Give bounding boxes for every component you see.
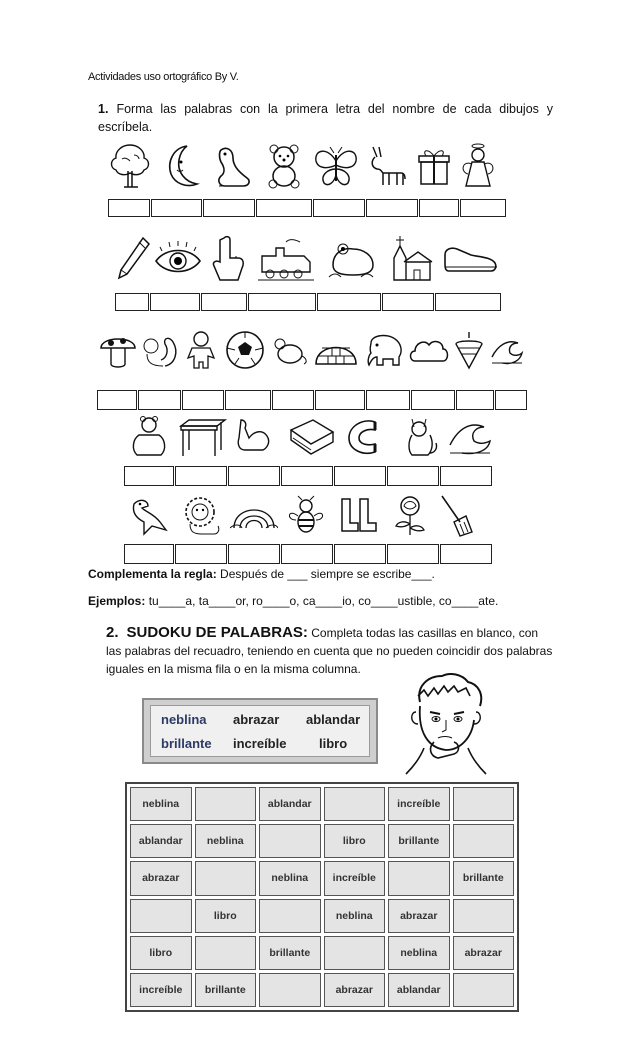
answer-box[interactable] — [419, 199, 459, 217]
picture-row-2 — [113, 232, 503, 286]
answer-box[interactable] — [201, 293, 247, 311]
gift-icon — [414, 140, 454, 192]
butterfly-icon — [310, 140, 362, 192]
sudoku-cell: neblina — [130, 787, 192, 821]
word-box-item: libro — [319, 736, 348, 751]
sudoku-cell[interactable] — [259, 973, 321, 1007]
thinking-boy-illustration — [398, 672, 498, 781]
answer-boxes-row-5 — [124, 544, 493, 564]
question-2 — [106, 624, 556, 678]
answer-box[interactable] — [317, 293, 381, 311]
magnet-icon — [340, 414, 396, 460]
sudoku-cell: ablandar — [259, 787, 321, 821]
question-1 — [98, 100, 553, 136]
rule-text: Después de ___ siempre se escribe___. — [220, 567, 435, 581]
sudoku-cell: brillante — [259, 936, 321, 970]
church-icon — [383, 232, 439, 286]
boots-icon — [332, 492, 384, 540]
rule-label: Complementa la regla: — [88, 567, 217, 581]
sudoku-cell: abrazar — [453, 936, 515, 970]
sudoku-cell[interactable] — [259, 824, 321, 858]
picture-row-3 — [98, 328, 528, 372]
page-header: Actividades uso ortográfico By V. — [88, 71, 239, 83]
answer-box[interactable] — [175, 466, 227, 486]
book-icon — [284, 414, 340, 460]
answer-box[interactable] — [272, 390, 314, 410]
word-box-item: ablandar — [306, 712, 361, 727]
examples-label: Ejemplos: — [88, 594, 146, 608]
word-box — [142, 698, 378, 764]
answer-box[interactable] — [456, 390, 494, 410]
sudoku-cell: increíble — [130, 973, 192, 1007]
moon-icon — [154, 140, 206, 192]
answer-box[interactable] — [108, 199, 150, 217]
answer-box[interactable] — [138, 390, 181, 410]
frog-icon — [319, 232, 383, 286]
sudoku-cell[interactable] — [324, 787, 386, 821]
answer-box[interactable] — [313, 199, 365, 217]
pencil-icon — [113, 232, 153, 286]
answer-box[interactable] — [124, 544, 174, 564]
soccer-ball-icon — [222, 328, 268, 372]
answer-boxes-row-3 — [97, 390, 528, 410]
picture-row-1 — [106, 140, 506, 192]
bear-icon — [124, 414, 174, 460]
mouse-icon — [268, 328, 310, 372]
answer-boxes-row-2 — [115, 293, 502, 311]
answer-box[interactable] — [387, 466, 439, 486]
sudoku-cell: libro — [195, 899, 257, 933]
finger-icon — [203, 232, 253, 286]
train-icon — [253, 232, 319, 286]
answer-box[interactable] — [225, 390, 271, 410]
bee-icon — [280, 492, 332, 540]
answer-box[interactable] — [495, 390, 527, 410]
eagle-icon — [124, 492, 176, 540]
cloud-icon — [406, 328, 450, 372]
answer-box[interactable] — [175, 544, 227, 564]
answer-box[interactable] — [115, 293, 149, 311]
answer-box[interactable] — [411, 390, 455, 410]
donkey-icon — [362, 140, 414, 192]
answer-box[interactable] — [151, 199, 202, 217]
sudoku-grid — [125, 782, 519, 1012]
sudoku-cell: brillante — [453, 861, 515, 895]
sudoku-cell[interactable] — [195, 861, 257, 895]
answer-box[interactable] — [124, 466, 174, 486]
mushroom-icon — [98, 328, 138, 372]
spinning-top-icon — [450, 328, 488, 372]
seal-icon — [206, 140, 258, 192]
answer-box[interactable] — [248, 293, 316, 311]
sudoku-cell[interactable] — [259, 899, 321, 933]
sudoku-cell[interactable] — [195, 787, 257, 821]
answer-box[interactable] — [435, 293, 501, 311]
word-box-item: brillante — [161, 736, 212, 751]
sudoku-cell[interactable] — [195, 936, 257, 970]
broom-icon — [436, 492, 476, 540]
sudoku-cell: neblina — [324, 899, 386, 933]
doll-icon — [180, 328, 222, 372]
word-box-item: neblina — [161, 712, 207, 727]
question-number: 2. — [106, 624, 119, 641]
question-text: Forma las palabras con la primera letra del nombre de cada dibujos y escríbela. — [98, 102, 553, 134]
sudoku-cell: abrazar — [388, 899, 450, 933]
teddy-bear-icon — [258, 140, 310, 192]
cat-icon — [396, 414, 446, 460]
sudoku-cell: libro — [324, 824, 386, 858]
word-box-item: abrazar — [233, 712, 280, 727]
picture-row-4 — [124, 414, 494, 460]
answer-box[interactable] — [150, 293, 200, 311]
answer-box[interactable] — [228, 466, 280, 486]
answer-box[interactable] — [203, 199, 255, 217]
word-box-item: increíble — [233, 736, 287, 751]
sudoku-cell: increíble — [388, 787, 450, 821]
sudoku-cell: increíble — [324, 861, 386, 895]
question-text: Completa todas las casillas en blanco, con las palabras del recuadro, teniendo en cuenta que no pueden coincidir dos palabras iguales en la misma fila o en la misma columna. — [106, 626, 553, 676]
examples-text: tu____a, ta____or, ro____o, ca____io, co____ustible, co____ate. — [148, 594, 499, 608]
rule-line — [88, 567, 435, 581]
sudoku-cell[interactable] — [453, 824, 515, 858]
arm-icon — [232, 414, 284, 460]
answer-box[interactable] — [366, 199, 418, 217]
sudoku-cell: neblina — [195, 824, 257, 858]
igloo-icon — [310, 328, 362, 372]
table-icon — [174, 414, 232, 460]
answer-box[interactable] — [281, 544, 333, 564]
sudoku-cell[interactable] — [388, 861, 450, 895]
squirrel-icon — [138, 328, 180, 372]
sudoku-cell: neblina — [259, 861, 321, 895]
answer-box[interactable] — [315, 390, 365, 410]
sudoku-cell: ablandar — [130, 824, 192, 858]
rose-icon — [384, 492, 436, 540]
answer-box[interactable] — [256, 199, 312, 217]
picture-row-5 — [124, 492, 494, 540]
sudoku-cell[interactable] — [453, 973, 515, 1007]
question-title: SUDOKU DE PALABRAS: — [126, 624, 308, 641]
sudoku-cell: ablandar — [388, 973, 450, 1007]
eye-icon — [153, 232, 203, 286]
tree-icon — [106, 140, 154, 192]
answer-box[interactable] — [387, 544, 439, 564]
examples-line — [88, 594, 498, 608]
answer-box[interactable] — [440, 466, 492, 486]
answer-box[interactable] — [460, 199, 506, 217]
sudoku-cell: abrazar — [130, 861, 192, 895]
sudoku-cell: brillante — [195, 973, 257, 1007]
angel-icon — [454, 140, 502, 192]
elephant-icon — [362, 328, 406, 372]
answer-box[interactable] — [440, 544, 492, 564]
wave-icon — [446, 414, 494, 460]
answer-box[interactable] — [382, 293, 434, 311]
wave-icon — [488, 328, 526, 372]
sudoku-cell[interactable] — [324, 936, 386, 970]
shoe-icon — [439, 232, 503, 286]
answer-box[interactable] — [281, 466, 333, 486]
answer-box[interactable] — [334, 466, 386, 486]
answer-box[interactable] — [182, 390, 224, 410]
sudoku-cell[interactable] — [453, 899, 515, 933]
sudoku-cell: abrazar — [324, 973, 386, 1007]
answer-box[interactable] — [334, 544, 386, 564]
answer-box[interactable] — [228, 544, 280, 564]
sudoku-cell: neblina — [388, 936, 450, 970]
sudoku-cell: brillante — [388, 824, 450, 858]
question-number: 1. — [98, 102, 109, 116]
answer-box[interactable] — [97, 390, 137, 410]
answer-boxes-row-1 — [108, 199, 507, 217]
answer-boxes-row-4 — [124, 466, 493, 486]
sudoku-cell[interactable] — [130, 899, 192, 933]
lion-icon — [176, 492, 228, 540]
rainbow-icon — [228, 492, 280, 540]
answer-box[interactable] — [366, 390, 410, 410]
sudoku-cell[interactable] — [453, 787, 515, 821]
sudoku-cell: libro — [130, 936, 192, 970]
